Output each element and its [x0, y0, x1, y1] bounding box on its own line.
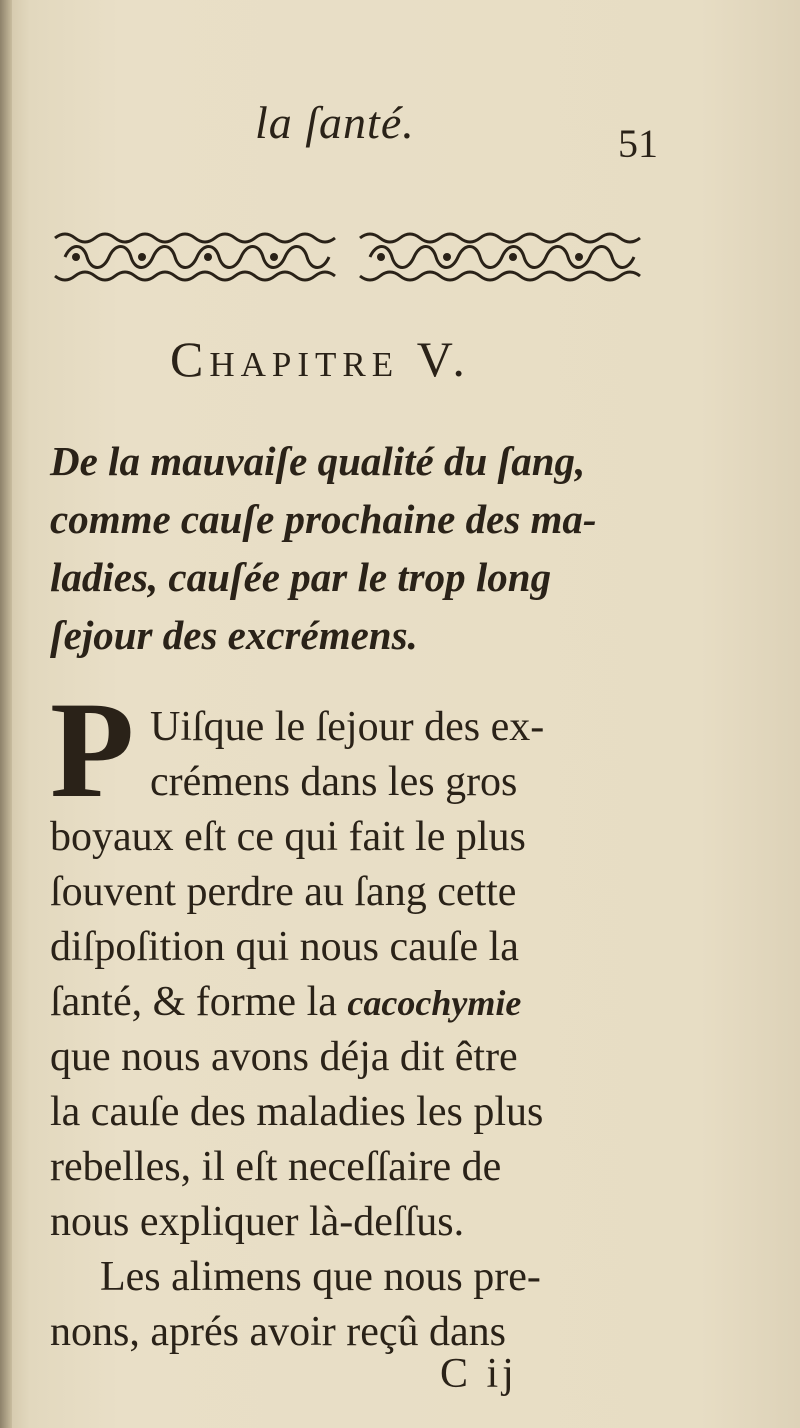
body-text [50, 700, 680, 1360]
text-line: diſpoſition qui nous cauſe la [50, 924, 519, 970]
text-line: Les alimens que nous pre- [100, 1254, 541, 1300]
text-line: Uiſque le ſejour des ex- [150, 704, 545, 750]
subtitle-line: De la mauvaiſe qualité du ſang, [50, 438, 586, 484]
signature-mark: C ij [440, 1351, 518, 1397]
text-line: crémens dans les gros [150, 759, 518, 805]
text-line: rebelles, il eſt neceſſaire de [50, 1144, 502, 1190]
ornament-left-half [55, 234, 335, 280]
ornamental-band [50, 228, 660, 286]
subtitle-line: ſejour des excrémens. [50, 612, 418, 658]
subtitle-line: ladies, cauſée par le trop long [50, 554, 552, 600]
text-line: nons, aprés avoir reçû dans [50, 1309, 507, 1355]
text-line: boyaux eſt ce qui fait le plus [50, 814, 526, 860]
page-number: 51 [618, 121, 658, 166]
text-line [50, 975, 680, 1030]
page-gutter [0, 0, 12, 1428]
subtitle-line: comme cauſe prochaine des ma- [50, 496, 597, 542]
text-line: que nous avons déja dit être [50, 1034, 518, 1080]
running-head: la ſanté. [255, 97, 415, 148]
text-line: nous expliquer là-deſſus. [50, 1199, 465, 1245]
text-line: ſouvent perdre au ſang cette [50, 869, 517, 915]
text-span: ſanté, & forme la [50, 979, 348, 1025]
ornament-right-half [360, 234, 640, 280]
chapter-title: Chapitre V. [170, 331, 471, 387]
italic-term: cacochymie [347, 983, 522, 1023]
drop-cap: P [50, 673, 135, 826]
chapter-subtitle [50, 432, 690, 664]
text-line: la cauſe des maladies les plus [50, 1089, 544, 1135]
